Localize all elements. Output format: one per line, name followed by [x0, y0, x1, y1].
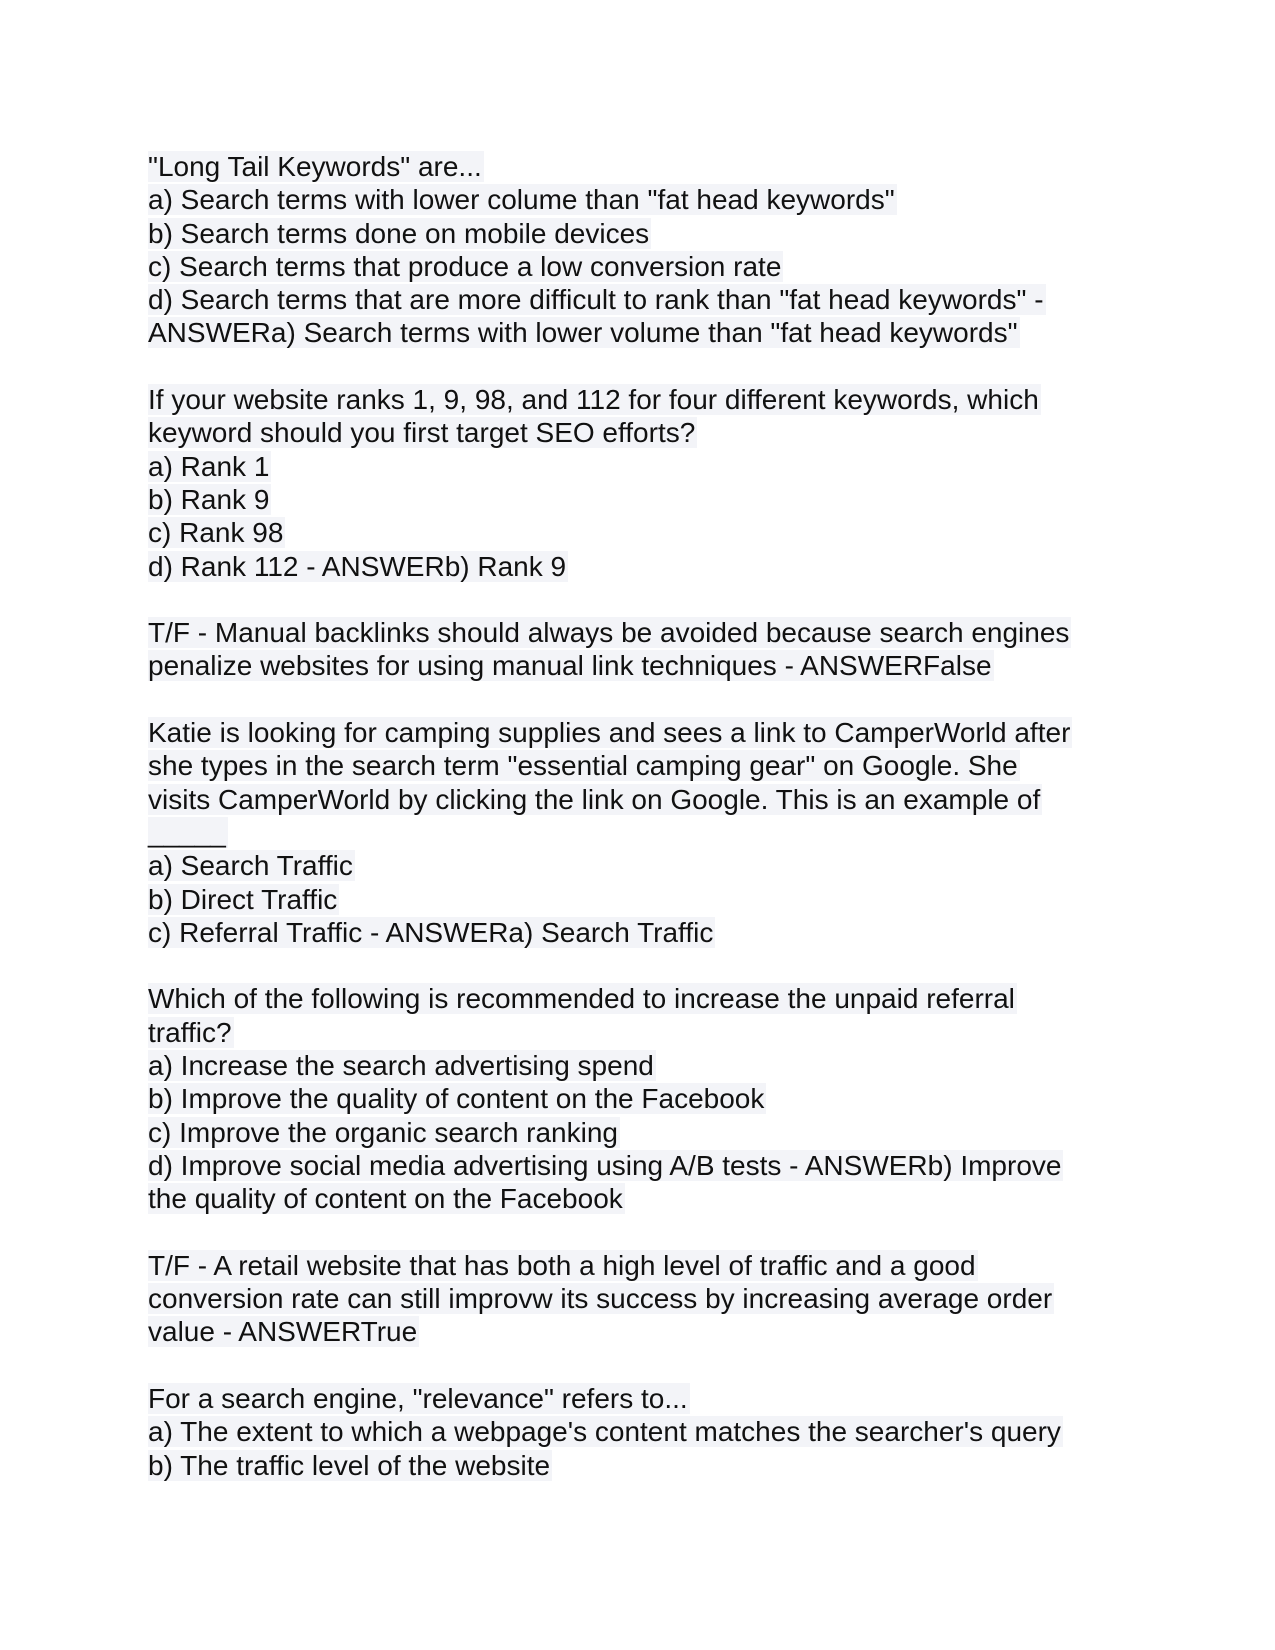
text-line: T/F - Manual backlinks should always be avoided because search engines	[148, 617, 1070, 649]
text-line: a) Search Traffic	[148, 850, 353, 882]
text-line: For a search engine, "relevance" refers to...	[148, 1382, 688, 1414]
text-line: T/F - A retail website that has both a high level of traffic and a good	[148, 1249, 976, 1281]
text-line: value - ANSWERTrue	[148, 1316, 418, 1348]
text-line: b) The traffic level of the website	[148, 1449, 551, 1481]
text-line: conversion rate can still improvw its success by increasing average order	[148, 1283, 1053, 1315]
text-line: b) Improve the quality of content on the Facebook	[148, 1083, 765, 1115]
document-page	[148, 150, 1128, 1515]
text-line: c) Improve the organic search ranking	[148, 1116, 618, 1148]
question-block-7	[148, 1382, 1128, 1482]
text-line: b) Rank 9	[148, 483, 270, 515]
text-line: a) The extent to which a webpage's content matches the searcher's query	[148, 1416, 1061, 1448]
text-line: a) Rank 1	[148, 450, 270, 482]
text-line: the quality of content on the Facebook	[148, 1183, 623, 1215]
question-block-3	[148, 616, 1128, 683]
text-line: keyword should you first target SEO efforts?	[148, 417, 696, 449]
text-line: a) Increase the search advertising spend	[148, 1050, 654, 1082]
text-line: ANSWERa) Search terms with lower volume than "fat head keywords"	[148, 317, 1018, 349]
text-line: b) Search terms done on mobile devices	[148, 217, 650, 249]
text-line: If your website ranks 1, 9, 98, and 112 for four different keywords, which	[148, 384, 1039, 416]
question-block-1	[148, 150, 1128, 350]
question-block-5	[148, 982, 1128, 1215]
text-line: visits CamperWorld by clicking the link on Google. This is an example of	[148, 783, 1041, 815]
question-block-4	[148, 716, 1128, 949]
text-line: d) Search terms that are more difficult to rank than "fat head keywords" -	[148, 284, 1044, 316]
text-line: Katie is looking for camping supplies and sees a link to CamperWorld after	[148, 717, 1071, 749]
text-line: c) Rank 98	[148, 517, 284, 549]
text-line: _____	[148, 816, 226, 848]
question-block-6	[148, 1249, 1128, 1349]
text-line: d) Improve social media advertising using A/B tests - ANSWERb) Improve	[148, 1149, 1062, 1181]
text-line: d) Rank 112 - ANSWERb) Rank 9	[148, 550, 567, 582]
text-line: penalize websites for using manual link techniques - ANSWERFalse	[148, 650, 992, 682]
text-line: a) Search terms with lower colume than "fat head keywords"	[148, 184, 895, 216]
text-line: "Long Tail Keywords" are...	[148, 151, 482, 182]
text-line: c) Search terms that produce a low conversion rate	[148, 250, 782, 282]
text-line: b) Direct Traffic	[148, 883, 338, 915]
text-line: she types in the search term "essential camping gear" on Google. She	[148, 750, 1018, 782]
text-line: traffic?	[148, 1016, 232, 1048]
question-block-2	[148, 383, 1128, 583]
text-line: Which of the following is recommended to increase the unpaid referral	[148, 983, 1015, 1015]
text-line: c) Referral Traffic - ANSWERa) Search Traffic	[148, 916, 714, 948]
